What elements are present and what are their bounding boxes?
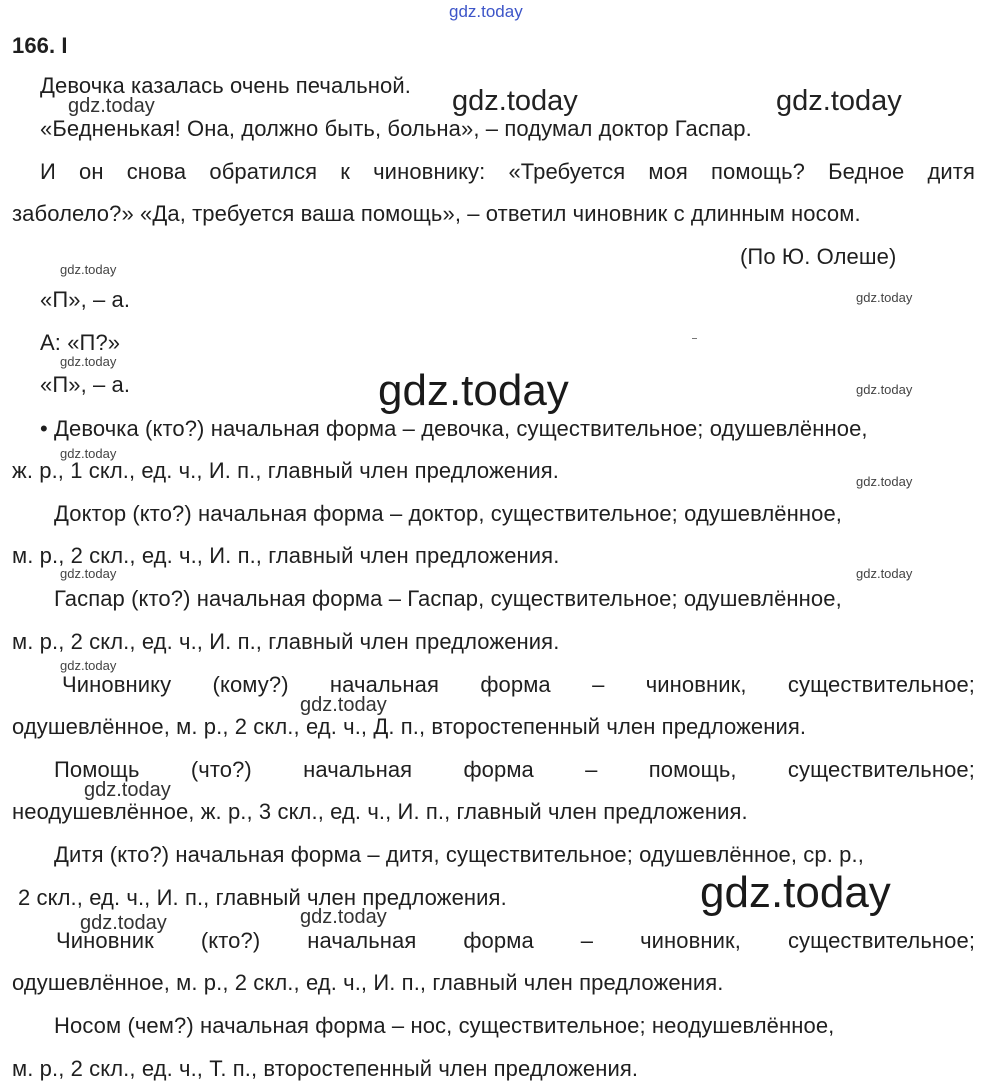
watermark: gdz.today — [776, 85, 902, 117]
watermark: gdz.today — [700, 868, 891, 917]
analysis-line: Помощь (что?) начальная форма – помощь, существительное; — [54, 757, 975, 782]
analysis-line: Чиновнику (кому?) начальная форма – чиновник, существительное; — [62, 672, 976, 697]
watermark: gdz.today — [80, 912, 167, 934]
watermark: gdz.today — [60, 446, 117, 461]
watermark: gdz.today — [60, 262, 117, 277]
watermark: gdz.today — [84, 779, 171, 801]
watermark: gdz.today — [300, 906, 387, 928]
analysis-line: Дитя (кто?) начальная форма – дитя, существительное; одушевлённое, ср. р., — [54, 842, 864, 867]
watermark: gdz.today — [60, 354, 117, 369]
analysis-line: одушевлённое, м. р., 2 скл., ед. ч., Д. п., второстепенный член предложения. — [12, 714, 807, 739]
scheme-line: «П», – а. — [40, 287, 131, 312]
analysis-line: Гаспар (кто?) начальная форма – Гаспар, существительное; одушевлённое, — [54, 586, 842, 611]
analysis-line: Носом (чем?) начальная форма – нос, существительное; неодушевлённое, — [54, 1013, 835, 1038]
analysis-line: Чиновник (кто?) начальная форма – чиновник, существительное; — [56, 928, 976, 953]
watermark: gdz.today — [60, 566, 117, 581]
analysis-line: • Девочка (кто?) начальная форма – девочка, существительное; одушевлённое, — [40, 416, 868, 441]
watermark: gdz.today — [60, 658, 117, 673]
analysis-line: Доктор (кто?) начальная форма – доктор, существительное; одушевлённое, — [54, 501, 842, 526]
watermark: gdz.today — [856, 382, 913, 397]
stray-mark — [692, 338, 697, 339]
watermark: gdz.today — [378, 366, 569, 415]
scheme-line: «П», – а. — [40, 372, 131, 397]
scheme-line: А: «П?» — [40, 330, 121, 355]
watermark: gdz.today — [300, 694, 387, 716]
quote-line: заболело?» «Да, требуется ваша помощь», – ответил чиновник с длинным носом. — [12, 201, 861, 226]
analysis-line: 2 скл., ед. ч., И. п., главный член предложения. — [18, 885, 507, 910]
quote-line: Девочка казалась очень печальной. — [40, 73, 411, 98]
watermark: gdz.today — [68, 95, 155, 117]
exercise-number: 166. I — [12, 33, 68, 58]
watermark: gdz.today — [449, 2, 523, 21]
watermark: gdz.today — [452, 85, 578, 117]
watermark: gdz.today — [856, 474, 913, 489]
analysis-line: м. р., 2 скл., ед. ч., И. п., главный член предложения. — [12, 629, 560, 654]
watermark: gdz.today — [856, 566, 913, 581]
analysis-line: м. р., 2 скл., ед. ч., Т. п., второстепенный член предложения. — [12, 1056, 639, 1081]
analysis-line: м. р., 2 скл., ед. ч., И. п., главный член предложения. — [12, 543, 560, 568]
analysis-line: ж. р., 1 скл., ед. ч., И. п., главный член предложения. — [12, 458, 559, 483]
watermark: gdz.today — [856, 290, 913, 305]
analysis-line: неодушевлённое, ж. р., 3 скл., ед. ч., И. п., главный член предложения. — [12, 799, 748, 824]
quote-source: (По Ю. Олеше) — [740, 244, 897, 269]
quote-line: «Бедненькая! Она, должно быть, больна», – подумал доктор Гаспар. — [40, 116, 752, 141]
quote-line: И он снова обратился к чиновнику: «Требуется моя помощь? Бедное дитя — [40, 159, 975, 184]
analysis-line: одушевлённое, м. р., 2 скл., ед. ч., И. п., главный член предложения. — [12, 970, 724, 995]
